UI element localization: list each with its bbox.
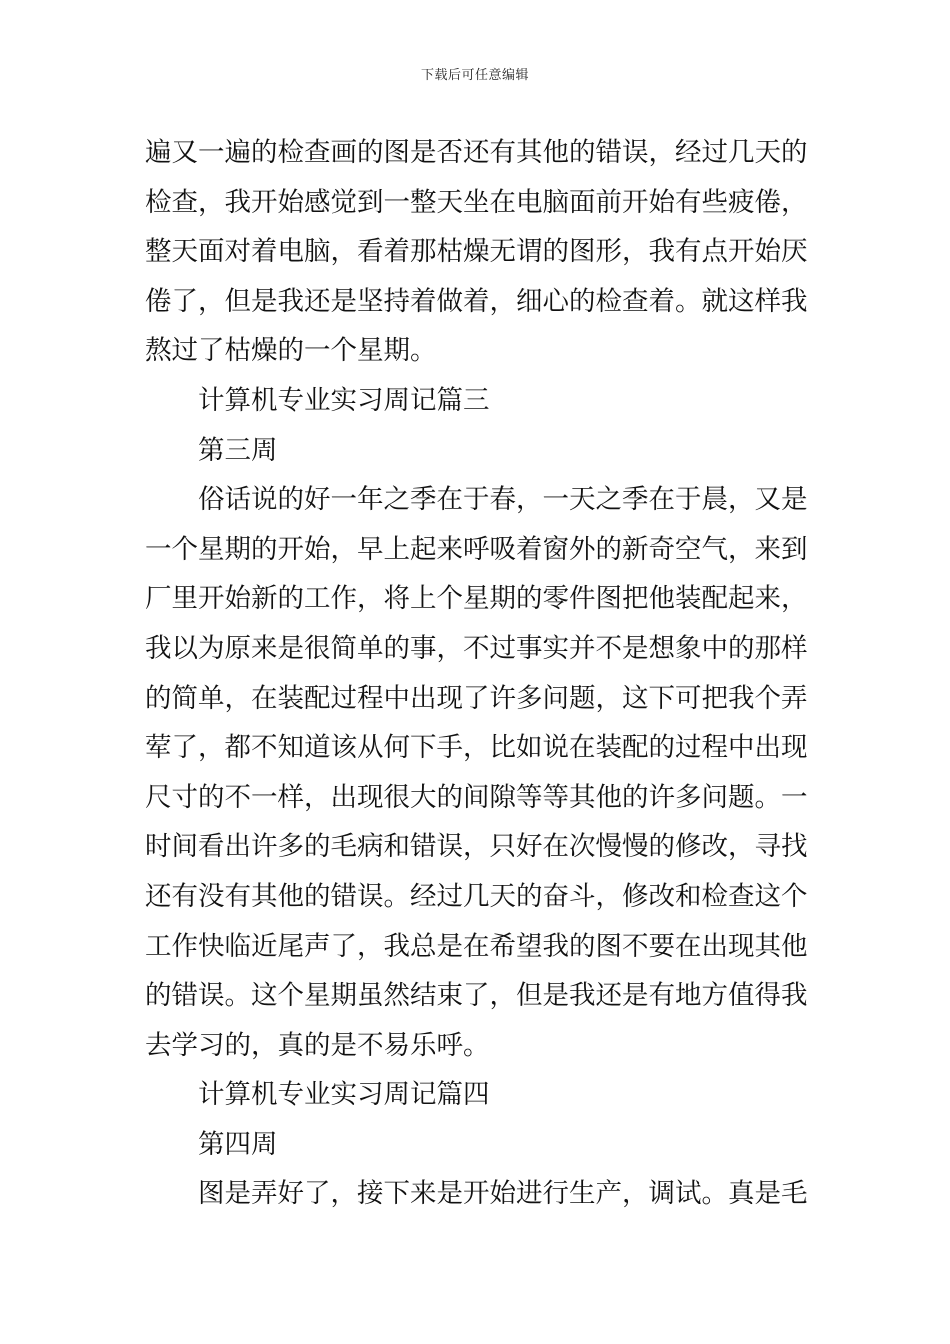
text-line: 尺寸的不一样，出现很大的间隙等等其他的许多问题。一 [145,781,807,813]
text-line: 第四周 [198,1128,278,1160]
page-header: 下载后可任意编辑 [420,68,529,83]
text-line: 我以为原来是很简单的事，不过事实并不是想象中的那样 [145,632,807,664]
text-line: 第三周 [198,434,278,466]
text-line: 熬过了枯燥的一个星期。 [145,335,437,367]
text-line: 的错误。这个星期虽然结束了，但是我还是有地方值得我 [145,980,807,1012]
document-body [145,128,807,1219]
text-line: 检查，我开始感觉到一整天坐在电脑面前开始有些疲倦， [145,186,807,218]
text-line: 遍又一遍的检查画的图是否还有其他的错误，经过几天的 [145,137,807,168]
text-line: 计算机专业实习周记篇三 [198,384,490,416]
text-line: 还有没有其他的错误。经过几天的奋斗，修改和检查这个 [145,880,807,912]
text-line: 去学习的，真的是不易乐呼。 [145,1029,490,1061]
text-line: 整天面对着电脑，看着那枯燥无谓的图形，我有点开始厌 [145,236,807,268]
text-line: 厂里开始新的工作，将上个星期的零件图把他装配起来， [145,583,807,615]
text-line: 时间看出许多的毛病和错误，只好在次慢慢的修改，寻找 [145,831,807,863]
text-line: 工作快临近尾声了，我总是在希望我的图不要在出现其他 [145,930,807,962]
text-line: 计算机专业实习周记篇四 [198,1079,490,1111]
text-line: 一个星期的开始，早上起来呼吸着窗外的新奇空气，来到 [145,533,807,565]
text-line: 图是弄好了，接下来是开始进行生产，调试。真是毛 [198,1178,807,1210]
text-line: 俗话说的好一年之季在于春，一天之季在于晨，又是 [198,484,807,516]
text-line: 荤了，都不知道该从何下手，比如说在装配的过程中出现 [145,732,807,764]
text-line: 倦了，但是我还是坚持着做着，细心的检查着。就这样我 [145,285,807,317]
text-line: 的简单，在装配过程中出现了许多问题，这下可把我个弄 [145,682,807,714]
